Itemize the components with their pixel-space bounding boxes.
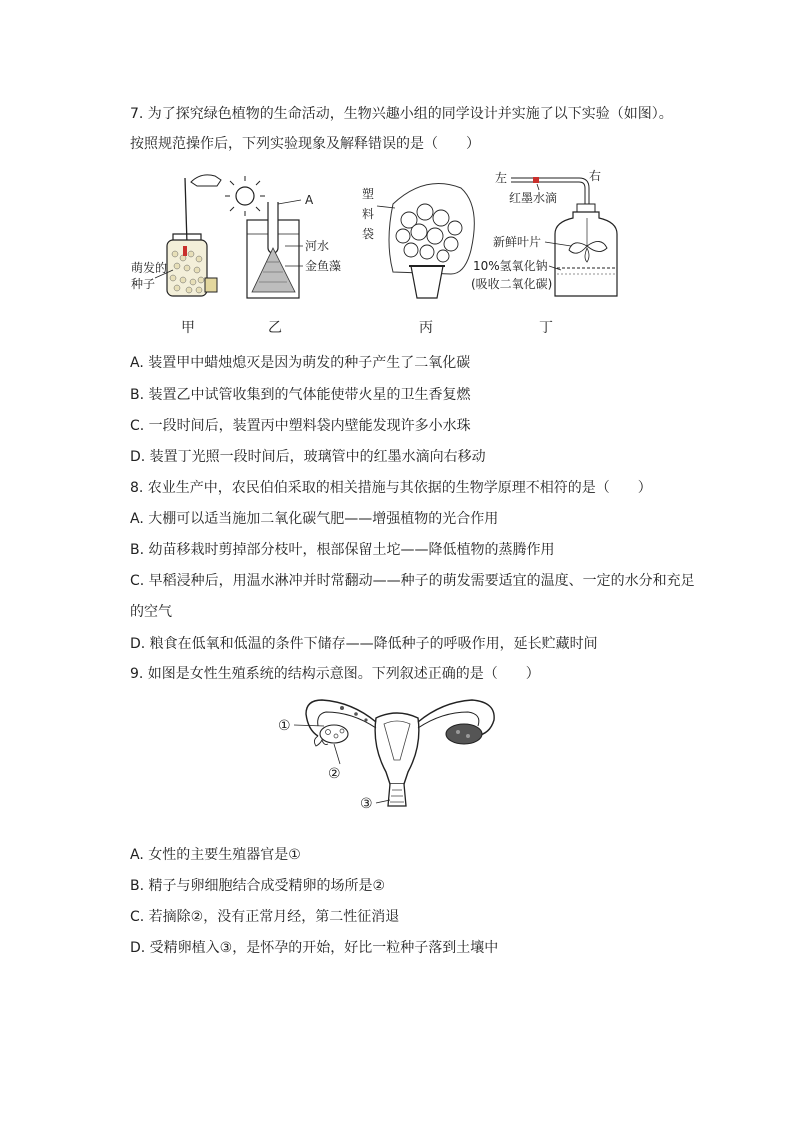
q7-option-c: C. 一段时间后，装置丙中塑料袋内壁能发现许多小水珠 <box>130 418 471 434</box>
apparatus-ding <box>471 169 617 336</box>
ding-label-leaf: 新鲜叶片 <box>493 235 542 249</box>
bing-label-l2: 料 <box>362 207 375 221</box>
q8-option-d: D. 粮食在低氧和低温的条件下储存——降低种子的呼吸作用，延长贮藏时间 <box>130 636 598 652</box>
jia-label-l1: 萌发的 <box>131 261 168 275</box>
ding-label-naoh: 10%氢氧化钠 <box>473 259 548 273</box>
q8-stem: 8. 农业生产中，农民伯伯采取的相关措施与其依据的生物学原理不相符的是（ ） <box>130 480 652 496</box>
ding-label-naoh-note: (吸收二氧化碳) <box>471 277 553 291</box>
apparatus-jia <box>131 175 221 336</box>
left-ovary <box>320 725 348 743</box>
yi-label-alga: 金鱼藻 <box>305 259 342 273</box>
q7-option-d: D. 装置丁光照一段时间后，玻璃管中的红墨水滴向右移动 <box>130 449 486 465</box>
uterus <box>375 713 419 784</box>
q9-option-b: B. 精子与卵细胞结合成受精卵的场所是② <box>130 878 386 894</box>
apparatus-yi <box>225 176 341 336</box>
caption-yi: 乙 <box>268 320 282 336</box>
q9-stem: 9. 如图是女性生殖系统的结构示意图。下列叙述正确的是（ ） <box>130 666 540 682</box>
q8-option-a: A. 大棚可以适当施加二氧化碳气肥——增强植物的光合作用 <box>130 511 499 527</box>
ding-label-right: 右 <box>589 169 602 183</box>
yi-label-water: 河水 <box>305 239 330 253</box>
ding-label-left: 左 <box>495 171 508 185</box>
q7-stem-line2: 按照规范操作后，下列实验现象及解释错误的是（ ） <box>130 136 480 152</box>
bing-label-l1: 塑 <box>362 187 375 201</box>
q7-stem-line1: 7. 为了探究绿色植物的生命活动，生物兴趣小组的同学设计并实施了以下实验（如图）。 <box>130 106 673 122</box>
caption-jia: 甲 <box>181 320 195 336</box>
q8-option-b: B. 幼苗移栽时剪掉部分枝叶，根部保留土坨——降低植物的蒸腾作用 <box>130 542 555 558</box>
apparatus-bing <box>362 184 474 336</box>
marker-2: ② <box>328 766 341 782</box>
q9-option-a: A. 女性的主要生殖器官是① <box>130 847 301 863</box>
caption-ding: 丁 <box>539 320 553 336</box>
q9-option-c: C. 若摘除②，没有正常月经，第二性征消退 <box>130 909 400 925</box>
caption-bing: 丙 <box>419 320 433 336</box>
bing-label-l3: 袋 <box>362 227 375 241</box>
marker-3: ③ <box>360 796 373 812</box>
q7-experiment-figure <box>125 162 625 342</box>
q8-option-c-line2: 的空气 <box>130 604 172 620</box>
yi-label-a: A <box>305 193 314 207</box>
q7-option-a: A. 装置甲中蜡烛熄灭是因为萌发的种子产生了二氧化碳 <box>130 355 471 371</box>
marker-1: ① <box>278 718 291 734</box>
ding-label-drop: 红墨水滴 <box>509 191 558 205</box>
q8-option-c-line1: C. 早稻浸种后，用温水淋冲并时常翻动——种子的萌发需要适宜的温度、一定的水分和充足 <box>130 573 695 589</box>
vagina <box>388 784 406 806</box>
jia-label-l2: 种子 <box>131 277 156 291</box>
female-reproductive-diagram <box>272 690 522 815</box>
q7-option-b: B. 装置乙中试管收集到的气体能使带火星的卫生香复燃 <box>130 387 471 403</box>
right-ovary <box>446 724 482 744</box>
q9-option-d: D. 受精卵植入③，是怀孕的开始，好比一粒种子落到土壤中 <box>130 940 499 956</box>
sun-icon <box>236 187 254 205</box>
